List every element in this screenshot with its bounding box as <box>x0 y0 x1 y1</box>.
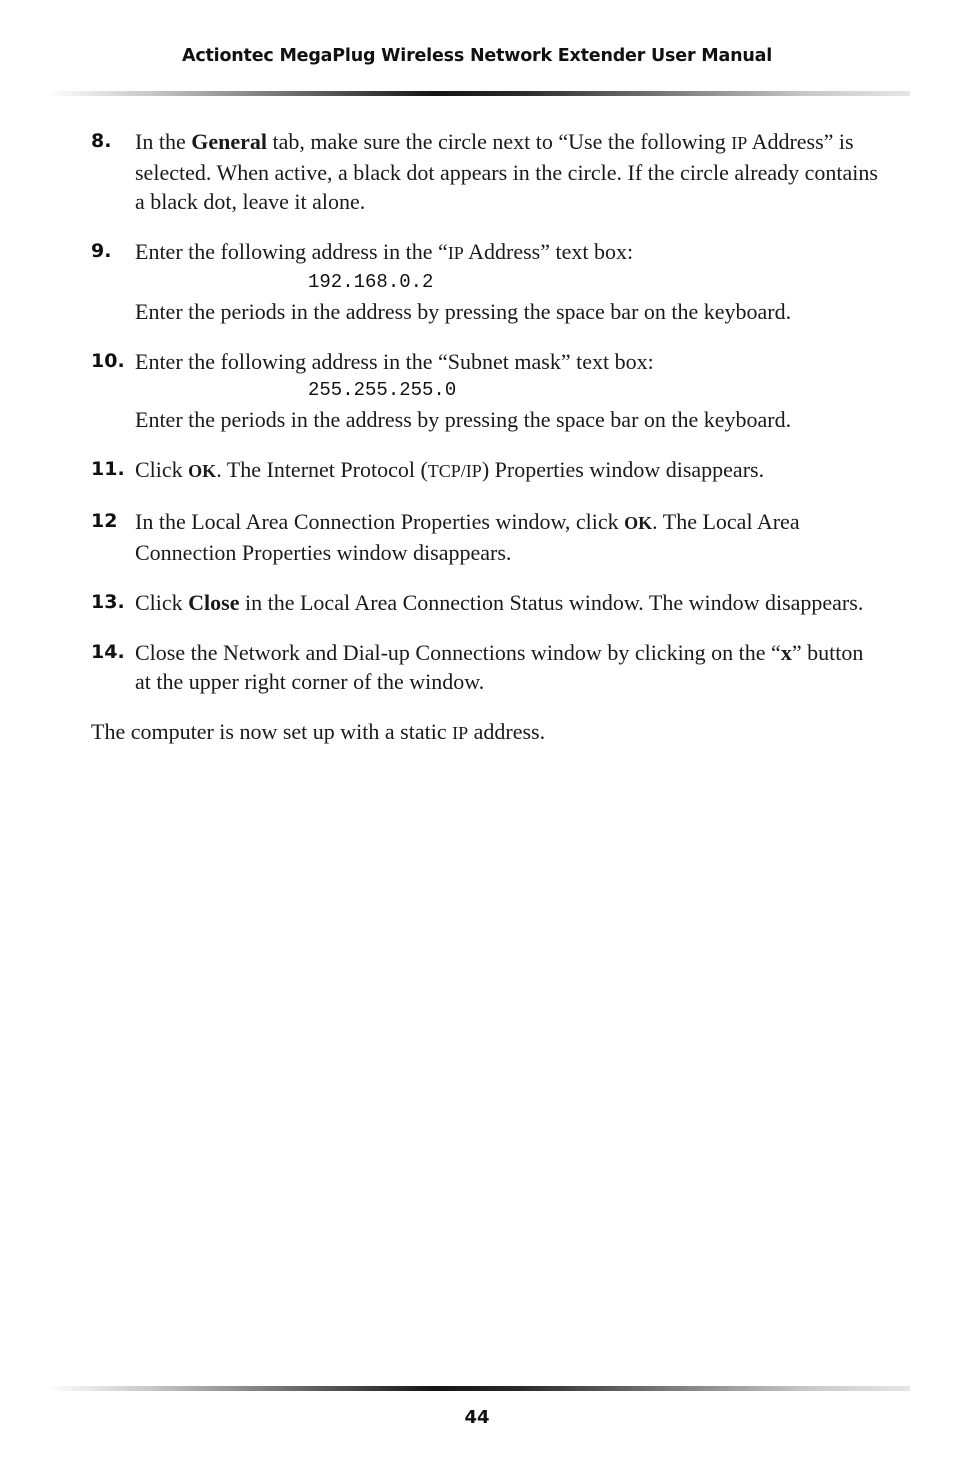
step-10 <box>91 347 881 434</box>
text-run: The computer is now set up with a static <box>91 719 453 744</box>
text-run: ” button at the upper right corner of the window. <box>135 640 864 694</box>
step-text <box>135 638 881 696</box>
text-run: Close the Network and Dial-up Connections window by clicking on the “ <box>135 640 781 665</box>
step-13 <box>91 588 881 617</box>
bold-term: Close <box>188 590 240 615</box>
step-number: 13. <box>91 591 125 613</box>
text-run: ) Properties window disappears. <box>481 457 765 482</box>
step-number: 12 <box>91 510 118 532</box>
step-14 <box>91 638 881 696</box>
text-run: tab, make sure the circle next to “Use the following <box>266 129 732 154</box>
step-instruction: Enter the following address in the “Subnet mask” text box: <box>135 349 654 374</box>
step-number: 10. <box>91 350 125 372</box>
step-instruction <box>135 237 881 268</box>
step-number: 11. <box>91 458 125 480</box>
step-note: Enter the periods in the address by pressing the space bar on the keyboard. <box>135 407 792 432</box>
small-caps-term: TCP/IP <box>427 461 482 481</box>
step-text <box>135 507 881 567</box>
text-run: In the <box>135 129 192 154</box>
bold-term: General <box>191 129 267 154</box>
text-run: address. <box>468 719 546 744</box>
text-run: Click <box>135 590 189 615</box>
page-number: 44 <box>464 1407 490 1428</box>
text-run: Address” text box: <box>463 239 634 264</box>
step-12 <box>91 507 881 567</box>
bold-term: OK <box>624 513 653 533</box>
text-run: Address” is selected. When active, a black dot appears in the circle. If the circle already contains a black dot, leave it alone. <box>135 129 878 214</box>
step-text <box>135 127 881 216</box>
footer-divider <box>46 1386 910 1391</box>
text-run: Enter the following address in the “ <box>135 239 448 264</box>
closing-paragraph <box>91 717 881 748</box>
step-text <box>135 455 881 486</box>
step-number: 14. <box>91 641 125 663</box>
ip-address-value: 192.168.0.2 <box>308 271 434 293</box>
text-run: . The Internet Protocol ( <box>216 457 428 482</box>
step-8 <box>91 127 881 216</box>
text-run: . The Local Area Connection Properties window disappears. <box>135 509 800 565</box>
text-run: In the Local Area Connection Properties window, click <box>135 509 625 534</box>
header-divider <box>46 91 910 96</box>
step-11 <box>91 455 881 486</box>
small-caps-term: IP <box>452 723 469 743</box>
bold-term: OK <box>188 461 217 481</box>
main-content <box>91 127 881 748</box>
step-number: 8. <box>91 130 112 152</box>
small-caps-term: IP <box>447 243 464 263</box>
step-note: Enter the periods in the address by pressing the space bar on the keyboard. <box>135 299 792 324</box>
step-text <box>135 588 881 617</box>
step-text <box>135 347 881 434</box>
subnet-mask-value: 255.255.255.0 <box>308 379 457 401</box>
text-run: in the Local Area Connection Status window. The window disappears. <box>239 590 864 615</box>
bold-term: x <box>780 640 792 665</box>
page-header-title: Actiontec MegaPlug Wireless Network Extender User Manual <box>181 46 773 66</box>
small-caps-term: IP <box>731 133 748 153</box>
step-9 <box>91 237 881 326</box>
text-run: Click <box>135 457 189 482</box>
step-number: 9. <box>91 240 112 262</box>
step-text <box>135 237 881 326</box>
